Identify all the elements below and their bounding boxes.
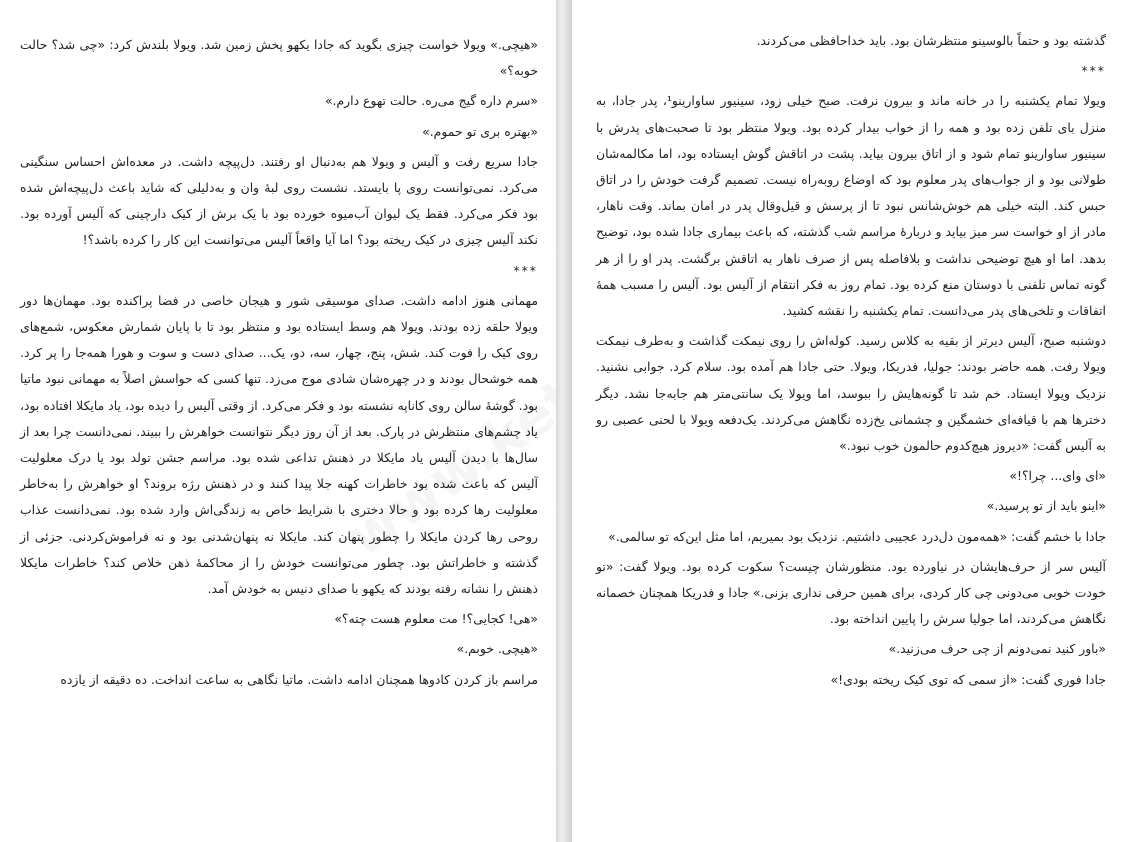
paragraph: جادا سریع رفت و آلیس و ویولا هم به‌دنبال او رفتند. دل‌پیچه داشت. در معده‌اش احساس سنگینی می‌کرد. نمی‌توانست روی پا بایستد. نشست روی لبهٔ وان و به‌دلیلی که شاید باعث دل‌پیچه‌اش شده بود فکر می‌کرد. فقط یک لیوان آب‌میوه خورده بود با یک برش از کیک دارچینی که آلیس آورده بود. نکند آلیس چیزی در کیک ریخته بود؟ اما آیا واقعاً آلیس می‌توانست این کار را کرده باشد؟! xyxy=(20,153,538,248)
paragraph: «باور کنید نمی‌دونم از چی حرف می‌زنید.» xyxy=(888,641,1106,657)
left-page-content xyxy=(20,32,538,693)
paragraph: «هیچی.» ویولا خواست چیزی بگوید که جادا یکهو پخش زمین شد. ویولا بلندش کرد: «چی شد؟ حالت خوبه؟» xyxy=(20,37,538,79)
paragraph: «سرم داره گیج می‌ره. حالت تهوع دارم.» xyxy=(324,93,538,109)
paragraph: آلیس سر از حرف‌هایشان در نیاورده بود. منظورشان چیست؟ سکوت کرده بود. ویولا گفت: «تو خودت خوبی می‌دونی چی کار کردی، برای همین حرفی نداری بزنی.» جادا و فدریکا همچنان خصمانه نگاهش می‌کردند، اما جولیا سرش را پایین انداخته بود. xyxy=(596,558,1106,627)
page-gutter xyxy=(556,0,572,842)
paragraph: دوشنبه صبح، آلیس دیرتر از بقیه به کلاس رسید. کوله‌اش را روی نیمکت گذاشت و به‌طرف نیمکت ویولا رفت. همه حاضر بودند: جولیا، فدریکا، ویولا. حتی جادا هم آمده بود. سلام کرد. جوابی نشنید. نزدیک ویولا ایستاد. خم شد تا گونه‌هایش را ببوسد، اما ویولا یک سانتی‌متر هم جابه‌جا نشد. دیگر دخترها هم با قیافه‌ای خشمگین و چشمانی یخ‌زده نگاهش می‌کردند. یک‌دفعه ویولا با لحنی عصبی رو به آلیس گفت: «دیروز هیچ‌کدوم حالمون خوب نبود.» xyxy=(596,333,1106,454)
section-separator: *** xyxy=(1081,63,1106,79)
paragraph: «ای وای... چرا؟!» xyxy=(1009,468,1106,484)
paragraph: مهمانی هنوز ادامه داشت. صدای موسیقی شور و هیجان خاصی در فضا پراکنده بود. مهمان‌ها دور ویولا حلقه زده بودند. ویولا هم وسط ایستاده بود و منتظر بود تا با پایان شمارش معکوس، شمع‌های روی کیک را فوت کند. شش، پنج، چهار، سه، دو، یک... صدای دست و سوت و هورا همه‌جا را پر کرد. همه خوشحال بودند و در چهره‌شان شادی موج می‌زد. تنها کسی که حواسش اصلاً به مهمانی نبود ماتیا بود. گوشهٔ سالن روی کاناپه نشسته بود و فکر می‌کرد. از وقتی آلیس را دیده بود، یاد مایکلا افتاده بود، یاد چشم‌های منتظرش در پارک. بعد از آن روز دیگر نتوانست خواهرش را ببیند. نمی‌دانست چرا بعد از سال‌ها با دیدن آلیس یاد مایکلا در ذهنش تداعی شده بود. مراسم جشن تولد بود یا درک معلولیت آلیس که باعث شده بود خاطرات کهنه جلا پیدا کنند و در ذهنش رژه بروند؟ او خواهرش را به‌خاطر معلولیت رها کرده بود و حالا دختری با شرایط خاص به زندگی‌اش وارد شده بود. نمی‌دانست عذاب روحی رها کردن مایکلا را چطور پنهان کند. مایکلا نه پنهان‌شدنی بود و نه فراموش‌کردنی. جزئی از گذشته و خاطراتش بود. چطور می‌توانست خودش را از محاکمهٔ ذهن خلاص کند؟ خاطرات مایکلا ذهنش را نشانه رفته بودند که یکهو با صدای دنیس به خودش آمد. xyxy=(20,292,538,597)
paragraph: ویولا تمام یکشنبه را در خانه ماند و بیرون نرفت. صبح خیلی زود، سینیور ساوارینو¹، پدر جادا، به منزل بای تلفن زده بود و همه را از خواب بیدار کرده بود. ویولا منتظر بود تا صحبت‌های پدرش با سینیور ساوارینو تمام شود و از اتاق بیرون بیاید. پشت در اتاقش گوش ایستاده بود، اما مکالمه‌شان طولانی بود و از جواب‌های پدر معلوم بود که اوضاع روبه‌راه نیست. تصمیم گرفت خودش را در اتاق حبس کند. البته خیلی هم خوش‌شانس نبود تا از پرسش و قیل‌وقال پدر در امان بماند. وقت ناهار، مادر از او خواست سر میز بیاید و دربارهٔ مراسم شب گذشته، که باعث بیماری جادا شده بود، توضیح بدهد. اما او هیچ توضیحی نداشت و بلافاصله پس از صرف ناهار به اتاقش برگشت. پدر او را از هر گونه تماس تلفنی با دوستان منع کرده بود. تمام روز به فکر انتقام از آلیس بود. آلیس را مسبب همهٔ اتفاقات و تلخی‌های پدر می‌دانست. تمام یکشنبه را نقشه کشید. xyxy=(596,93,1106,319)
left-page xyxy=(0,0,556,842)
right-page-content xyxy=(596,28,1106,693)
paragraph: مراسم باز کردن کادوها همچنان ادامه داشت. ماتیا نگاهی به ساعت انداخت. ده دقیقه از یازده xyxy=(60,671,538,687)
paragraph: «بهتره بری تو حموم.» xyxy=(422,123,538,139)
paragraph: «اینو باید از تو پرسید.» xyxy=(986,498,1106,514)
paragraph: گذشته بود و حتماً بالوسینو منتظرشان بود. باید خداحافظی می‌کردند. xyxy=(756,33,1106,48)
right-page xyxy=(572,0,1124,842)
paragraph: جادا فوری گفت: «از سمی که توی کیک ریخته بودی!» xyxy=(830,671,1106,687)
paragraph: «هیچی. خوبم.» xyxy=(456,641,538,657)
section-separator: *** xyxy=(513,262,538,278)
paragraph: «هی! کجایی؟! مت معلوم هست چته؟» xyxy=(334,611,538,627)
paragraph: جادا با خشم گفت: «همه‌مون دل‌درد عجیبی داشتیم. نزدیک بود بمیریم، اما مثل این‌که تو سالمی.» xyxy=(608,528,1106,544)
